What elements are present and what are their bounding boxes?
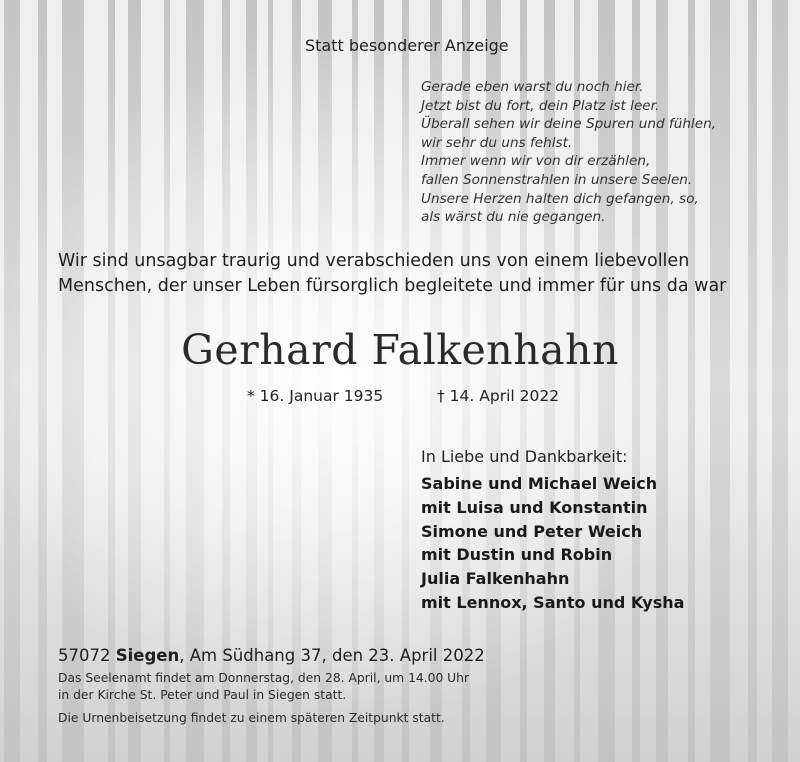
detail-line: Das Seelenamt findet am Donnerstag, den 28. April, um 14.00 Uhr xyxy=(58,671,470,685)
intro-line: Menschen, der unser Leben fürsorglich begleitete und immer für uns da war xyxy=(58,275,727,296)
mourner-line: mit Dustin und Robin xyxy=(421,545,613,565)
mourner-line: Simone und Peter Weich xyxy=(421,521,643,541)
poem-line: Unsere Herzen halten dich gefangen, so, xyxy=(421,190,699,207)
header-text: Statt besonderer Anzeige xyxy=(305,36,509,55)
detail-line: in der Kirche St. Peter und Paul in Siegen statt. xyxy=(58,688,347,702)
mourner-line: Sabine und Michael Weich xyxy=(421,474,658,493)
service-details xyxy=(58,670,469,727)
poem-line: Immer wenn wir von dir erzählen, xyxy=(421,153,651,170)
poem-line: als wärst du nie gegangen. xyxy=(421,209,606,226)
mourner-line: Julia Falkenhahn xyxy=(421,569,570,589)
poem-line: Gerade eben warst du noch hier. xyxy=(421,79,644,95)
zip-code: 57072 xyxy=(58,646,111,665)
poem xyxy=(421,78,716,227)
death-date: † 14. April 2022 xyxy=(437,387,560,405)
intro-line: Wir sind unsagbar traurig und verabschieden uns von einem liebevollen xyxy=(58,251,690,271)
poem-line: fallen Sonnenstrahlen in unsere Seelen. xyxy=(421,171,693,188)
mourner-line: mit Luisa und Konstantin xyxy=(421,497,648,517)
poem-line: wir sehr du uns fehlst. xyxy=(421,134,573,151)
place-date-line xyxy=(58,646,485,665)
mourners-list xyxy=(421,472,684,615)
intro-text xyxy=(58,249,726,298)
poem-line: Überall sehen wir deine Spuren und fühlen, xyxy=(421,116,717,133)
birth-date: * 16. Januar 1935 xyxy=(247,387,384,405)
address-date: , Am Südhang 37, den 23. April 2022 xyxy=(179,646,485,665)
poem-line: Jetzt bist du fort, dein Platz ist leer. xyxy=(421,97,660,114)
mourner-line: mit Lennox, Santo und Kysha xyxy=(421,592,685,612)
detail-line: Die Urnenbeisetzung findet zu einem späteren Zeitpunkt statt. xyxy=(58,711,445,725)
city: Siegen xyxy=(115,646,180,665)
deceased-name: Gerhard Falkenhahn xyxy=(181,326,619,374)
mourners-heading: In Liebe und Dankbarkeit: xyxy=(421,447,628,466)
